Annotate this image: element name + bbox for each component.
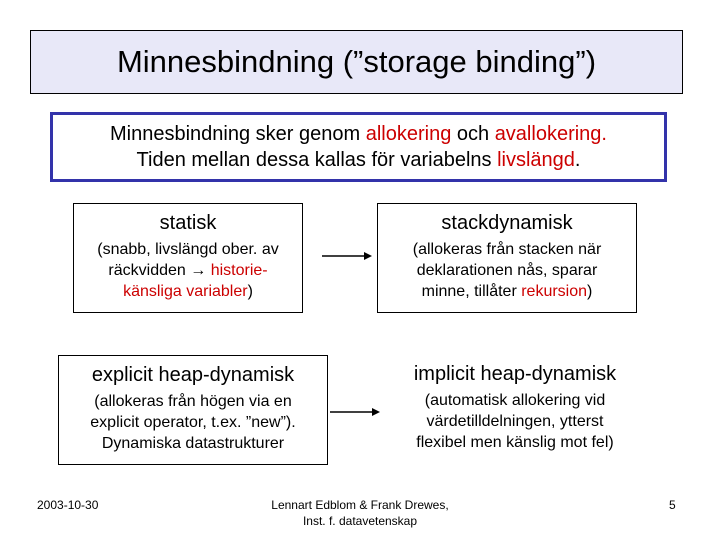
cell-explicit-description: (allokeras från högen via en explicit operator, t.ex. ”new”). Dynamiska datastrukturer [90, 393, 296, 452]
cell-implicit-heap [380, 355, 650, 465]
slide-title-text: Minnesbindning (”storage binding”) [116, 44, 597, 79]
arrow-statisk-to-stack-icon [322, 251, 372, 261]
term-livslangd: livslängd [497, 149, 575, 171]
cell-explicit-heap [58, 355, 328, 465]
cell-statisk-description: (snabb, livslängd ober. av räckvidden → historie- känsliga variabler) [97, 241, 279, 300]
cell-statisk [73, 203, 303, 313]
footer-author: Lennart Edblom & Frank Drewes, Inst. f. datavetenskap [271, 498, 449, 528]
intro-text: och [451, 123, 495, 145]
intro-box [50, 112, 667, 182]
slide-title [30, 30, 683, 94]
intro-period: . [601, 123, 607, 145]
footer-date: 2003-10-30 [37, 498, 99, 512]
term-avallokering: avallokering [494, 123, 602, 145]
cell-statisk-heading: statisk [159, 212, 217, 234]
cell-stack-description: (allokeras från stacken när deklarationen nås, sparar minne, tillåter rekursion) [412, 241, 602, 300]
cell-explicit-heading: explicit heap-dynamisk [91, 364, 295, 386]
cell-implicit-heading: implicit heap-dynamisk [413, 363, 617, 385]
intro-text: Tiden mellan dessa kallas för variabelns [136, 149, 498, 171]
intro-line-2 [137, 147, 581, 173]
arrow-explicit-to-implicit-icon [330, 407, 380, 417]
cell-stackdynamisk [377, 203, 637, 313]
footer-page-number: 5 [669, 498, 676, 512]
intro-text: Minnesbindning sker genom [110, 123, 366, 145]
right-arrow-icon: → [190, 262, 207, 279]
cell-stack-heading: stackdynamisk [441, 212, 573, 234]
intro-period: . [574, 149, 581, 171]
cell-implicit-description: (automatisk allokering vid värdetilldelningen, ytterst flexibel men känslig mot fel) [416, 392, 614, 451]
term-allokering: allokering [365, 123, 452, 145]
intro-line-1 [110, 121, 607, 147]
